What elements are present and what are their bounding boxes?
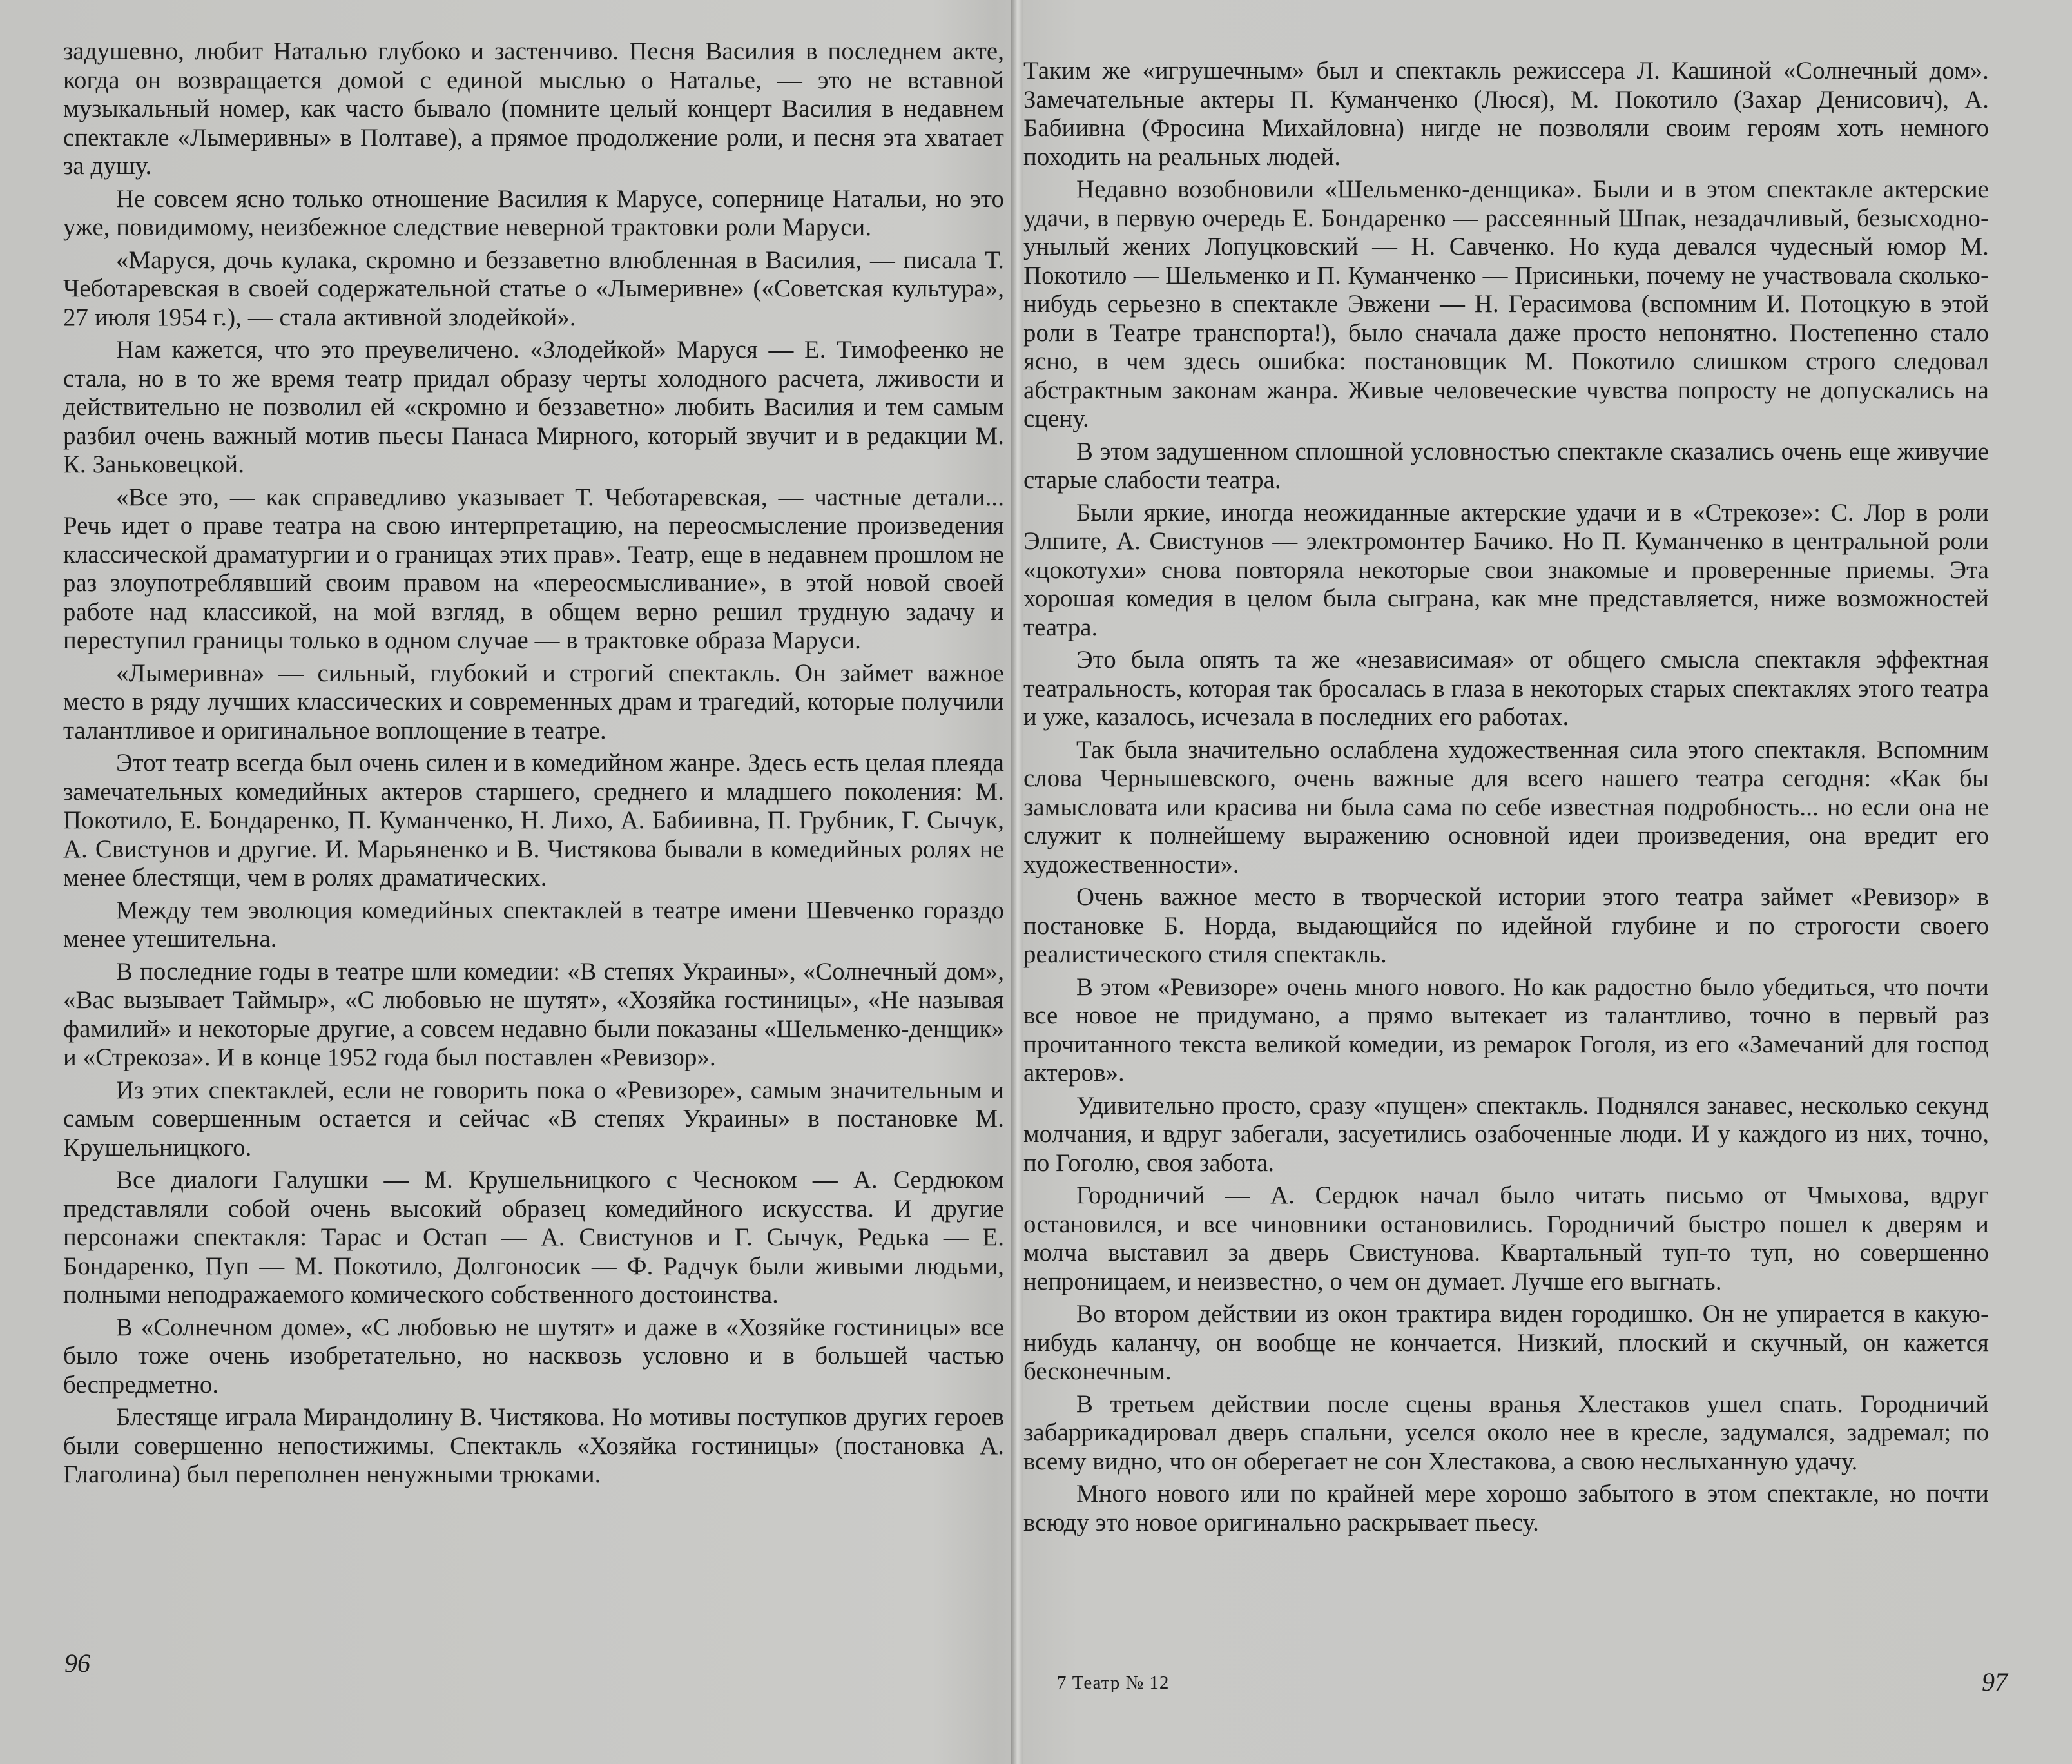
right-page <box>1023 0 2072 1764</box>
left-paragraph-3: «Маруся, дочь кулака, скромно и беззаветно влюбленная в Василия, — писала Т. Чеботаревская в своей содержательной статье о «Лымеривне» («Советская культура», 27 июля 1954 г.), — стала активной злодейкой». <box>63 246 1004 331</box>
left-paragraph-4: Нам кажется, что это преувеличено. «Злодейкой» Маруся — Е. Тимофеенко не стала, но в то же время театр придал образу черты холодного расчета, лживости и действительно не позволил ей «скромно и беззаветно» любить Василия и тем самым разбил очень важный мотив пьесы Панаса Мирного, который звучит и в редакции М. К. Заньковецкой. <box>63 336 1004 478</box>
printer-signature: 7 Театр № 12 <box>1057 1672 1170 1693</box>
right-paragraph-10: Городничий — А. Сердюк начал было читать письмо от Чмыхова, вдруг остановился, и все чиновники остановились. Городничий быстро пошел к дверям и молча выставил за дверь Свистунова. Квартальный туп-то туп, но совершенно непроницаем, и неизвестно, о чем он думает. Лучше его выгнать. <box>1023 1181 1989 1295</box>
right-paragraph-1: Таким же «игрушечным» был и спектакль режиссера Л. Кашиной «Солнечный дом». Замечательные актеры П. Куманченко (Люся), М. Покотило (Захар Денисович), А. Бабиивна (Фросина Михайловна) нигде не позволяли своим героям хоть немного походить на реальных людей. <box>1023 57 1989 171</box>
right-paragraph-5: Это была опять та же «независимая» от общего смысла спектакля эффектная театральность, которая так бросалась в глаза в некоторых старых спектаклях этого театра и уже, казалось, исчезала в последних его работах. <box>1023 646 1989 731</box>
right-paragraph-6: Так была значительно ослаблена художественная сила этого спектакля. Вспомним слова Чернышевского, очень важные для всего нашего театра сегодня: «Как бы замысловата или красива ни была сама по себе известная подробность... но если она не служит к полнейшему выражению основной идеи произведения, она вредит его художественности». <box>1023 735 1989 878</box>
right-paragraph-9: Удивительно просто, сразу «пущен» спектакль. Поднялся занавес, несколько секунд молчания, и вдруг забегали, засуетились озабоченные люди. И у каждого из них, точно, по Гоголю, своя забота. <box>1023 1091 1989 1177</box>
left-paragraph-1: задушевно, любит Наталью глубоко и застенчиво. Песня Василия в последнем акте, когда он возвращается домой с единой мыслью о Натальe, — это не вставной музыкальный номер, как часто бывало (помните целый концерт Василия в недавнем спектакле «Лымеривны» в Полтаве), а прямое продолжение роли, и песня эта хватает за душу. <box>63 37 1004 180</box>
page-number-left: 96 <box>64 1649 90 1678</box>
book-gutter <box>1011 0 1023 1764</box>
left-paragraph-10: Из этих спектаклей, если не говорить пока о «Ревизоре», самым значительным и самым совершенным остается и сейчас «В степях Украины» в постановке М. Крушельницкого. <box>63 1076 1004 1161</box>
left-paragraph-6: «Лымеривна» — сильный, глубокий и строгий спектакль. Он займет важное место в ряду лучших классических и современных драм и трагедий, которые получили талантливое и оригинальное воплощение в театре. <box>63 659 1004 744</box>
right-paragraph-2: Недавно возобновили «Шельменко-денщика». Были и в этом спектакле актерские удачи, в первую очередь Е. Бондаренко — рассеянный Шпак, незадачливый, безысходно-унылый жених Лопуцковский — Н. Савченко. Но куда девался чудесный юмор М. Покотило — Шельменко и П. Куманченко — Присиньки, почему не участвовала сколько-нибудь серьезно в спектакле Эвжени — Н. Герасимова (вспомним И. Потоцкую в этой роли в Театре транспорта!), было сначала даже просто непонятно. Постепенно стало ясно, в чем здесь ошибка: постановщик М. Покотило слишком строго следовал абстрактным законам жанра. Живые человеческие чувства попросту не допускались на сцену. <box>1023 175 1989 432</box>
right-paragraph-3: В этом задушенном сплошной условностью спектакле сказались очень еще живучие старые слабости театра. <box>1023 437 1989 494</box>
page-number-right: 97 <box>1982 1667 2008 1696</box>
right-paragraph-13: Много нового или по крайней мере хорошо забытого в этом спектакле, но почти всюду это новое оригинально раскрывает пьесу. <box>1023 1480 1989 1536</box>
left-paragraph-7: Этот театр всегда был очень силен и в комедийном жанре. Здесь есть целая плеяда замечательных комедийных актеров старшего, среднего и младшего поколения: М. Покотило, Е. Бондаренко, П. Куманченко, Н. Лихо, А. Бабиивна, П. Грубник, Г. Сычук, А. Свистунов и другие. И. Марьяненко и В. Чистякова бывали в комедийных ролях не менее блестящи, чем в ролях драматических. <box>63 749 1004 891</box>
right-paragraph-4: Были яркие, иногда неожиданные актерские удачи и в «Стрекозе»: С. Лор в роли Элпите, А. Свистунов — электромонтер Бачико. Но П. Куманченко в центральной роли «цокотухи» снова повторяла некоторые свои знакомые и проверенные приемы. Эта хорошая комедия в целом была сыграна, как мне представляется, ниже возможностей театра. <box>1023 498 1989 641</box>
left-paragraph-9: В последние годы в театре шли комедии: «В степях Украины», «Солнечный дом», «Вас вызывает Таймыр», «С любовью не шутят», «Хозяйка гостиницы», «Не называя фамилий» и некоторые другие, а совсем недавно были показаны «Шельменко-денщик» и «Стрекоза». И в конце 1952 года был поставлен «Ревизор». <box>63 957 1004 1071</box>
right-paragraph-8: В этом «Ревизоре» очень много нового. Но как радостно было убедиться, что почти все новое не придумано, а прямо вытекает из талантливо, точно в первый раз прочитанного текста великой комедии, из ремарок Гоголя, из его «Замечаний для господ актеров». <box>1023 973 1989 1087</box>
left-page-text <box>63 37 1004 1493</box>
left-paragraph-11: Все диалоги Галушки — М. Крушельницкого с Чесноком — А. Сердюком представляли собой очень высокий образец комедийного искусства. И другие персонажи спектакля: Тарас и Остап — А. Свистунов и Г. Сычук, Редька — Е. Бондаренко, Пуп — М. Покотило, Долгоносик — Ф. Радчук были живыми людьми, полными неподражаемого комического собственного достоинства. <box>63 1166 1004 1308</box>
right-paragraph-11: Во втором действии из окон трактира виден городишко. Он не упирается в какую-нибудь каланчу, он вообще не кончается. Низкий, плоский и скучный, он кажется бесконечным. <box>1023 1300 1989 1385</box>
right-paragraph-12: В третьем действии после сцены вранья Хлестаков ушел спать. Городничий забаррикадировал дверь спальни, уселся около нее в кресле, задумался, задремал; по всему видно, что он оберегает не сон Хлестакова, а свою неслыханную удачу. <box>1023 1390 1989 1475</box>
left-paragraph-5: «Все это, — как справедливо указывает Т. Чеботаревская, — частные детали... Речь идет о праве театра на свою интерпретацию, на переосмысление произведения классической драматургии и о границах этих прав». Театр, еще в недавнем прошлом не раз злоупотреблявший своим правом на «переосмысливание», в этой новой своей работе над классикой, на мой взгляд, в общем верно решил трудную задачу и переступил границы только в одном случае — в трактовке образа Маруси. <box>63 483 1004 654</box>
left-paragraph-12: В «Солнечном доме», «С любовью не шутят» и даже в «Хозяйке гостиницы» все было тоже очень изобретательно, но насквозь условно и в большей частью беспредметно. <box>63 1313 1004 1399</box>
left-paragraph-8: Между тем эволюция комедийных спектаклей в театре имени Шевченко гораздо менее утешительна. <box>63 896 1004 953</box>
left-page <box>0 0 1011 1764</box>
left-paragraph-13: Блестяще играла Мирандолину В. Чистякова. Но мотивы поступков других героев были совершенно непостижимы. Спектакль «Хозяйка гостиницы» (постановка А. Глаголина) был переполнен ненужными трюками. <box>63 1403 1004 1488</box>
left-paragraph-2: Не совсем ясно только отношение Василия к Марусе, сопернице Натальи, но это уже, повидимому, неизбежное следствие неверной трактовки роли Маруси. <box>63 184 1004 241</box>
right-page-text <box>1023 57 1989 1541</box>
right-paragraph-7: Очень важное место в творческой истории этого театра займет «Ревизор» в постановке Б. Норда, выдающийся по идейной глубине и по строгости своего реалистического стиля спектакль. <box>1023 883 1989 968</box>
